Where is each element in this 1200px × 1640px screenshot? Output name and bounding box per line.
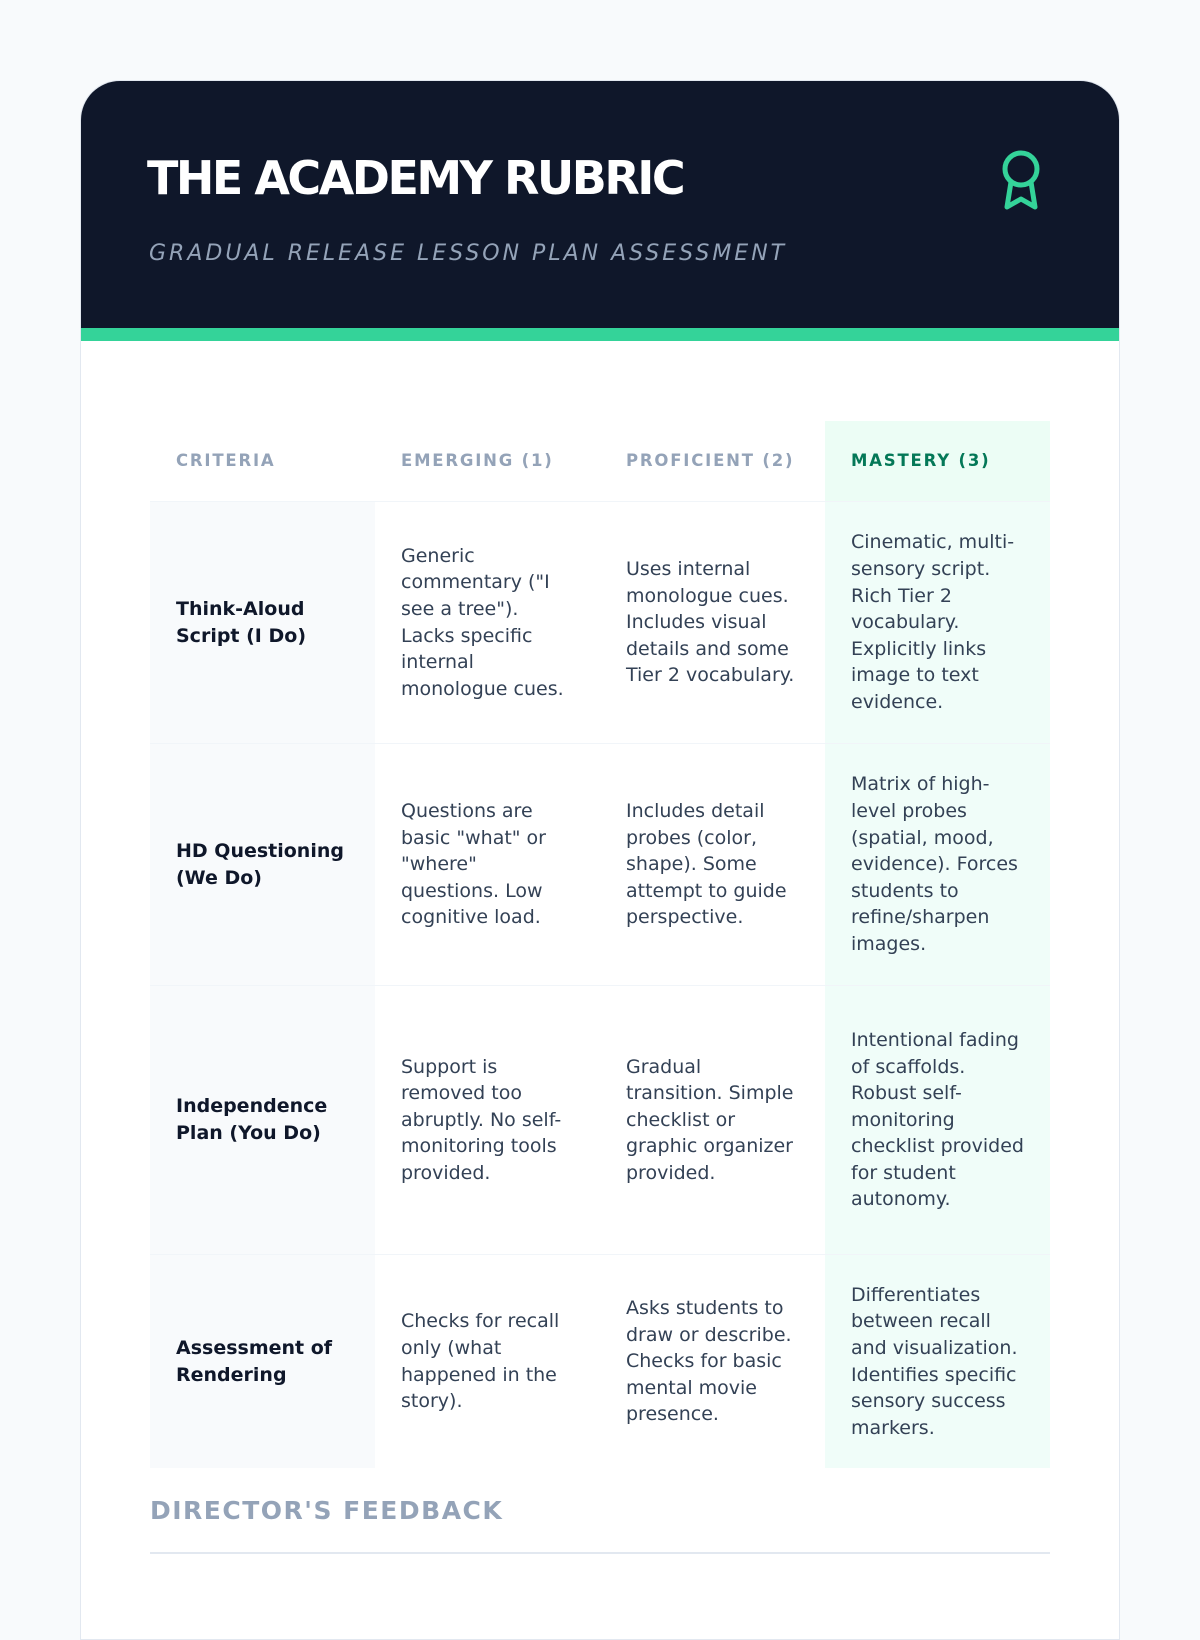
emerging-cell: Support is removed too abruptly. No self-monitoring tools provided. — [401, 1055, 562, 1184]
mastery-cell: Cinematic, multi-sensory script. Rich Tier 2 vocabulary. Explicitly links image to text evidence. — [825, 502, 1050, 743]
emerging-cell: Checks for recall only (what happened in the story). — [401, 1310, 560, 1413]
proficient-cell: Gradual transition. Simple checklist or graphic organizer provided. — [626, 1055, 794, 1184]
page-subtitle: GRADUAL RELEASE LESSON PLAN ASSESSMENT — [149, 241, 788, 266]
column-header-proficient: PROFICIENT (2) — [626, 450, 795, 470]
table-row — [150, 744, 1050, 986]
rubric-card — [80, 80, 1120, 1640]
page-title: THE ACADEMY RUBRIC — [147, 151, 684, 205]
criteria-cell: Think-Aloud Script (I Do) — [150, 502, 375, 743]
criteria-cell: Independence Plan (You Do) — [150, 986, 375, 1254]
column-header-criteria: CRITERIA — [176, 450, 276, 470]
divider — [150, 1552, 1050, 1554]
table-row — [150, 986, 1050, 1255]
mastery-cell: Intentional fading of scaffolds. Robust self-monitoring checklist provided for student autonomy. — [825, 986, 1050, 1254]
table-row — [150, 1255, 1050, 1468]
feedback-heading: DIRECTOR'S FEEDBACK — [150, 1496, 504, 1525]
emerging-cell: Generic commentary ("I see a tree"). Lacks specific internal monologue cues. — [401, 544, 564, 700]
rubric-table — [150, 421, 1050, 1468]
column-header-mastery: MASTERY (3) — [825, 421, 1050, 501]
criteria-cell: HD Questioning (We Do) — [150, 744, 375, 985]
award-ribbon-icon — [999, 149, 1043, 213]
header — [81, 81, 1119, 341]
mastery-cell: Differentiates between recall and visualization. Identifies specific sensory success markers. — [825, 1255, 1050, 1468]
proficient-cell: Asks students to draw or describe. Checks for basic mental movie presence. — [626, 1297, 792, 1426]
column-header-emerging: EMERGING (1) — [401, 450, 554, 470]
criteria-cell: Assessment of Rendering — [150, 1255, 375, 1468]
mastery-cell: Matrix of high-level probes (spatial, mood, evidence). Forces students to refine/sharpen images. — [825, 744, 1050, 985]
table-row — [150, 502, 1050, 744]
table-header-row — [150, 421, 1050, 502]
proficient-cell: Uses internal monologue cues. Includes visual details and some Tier 2 vocabulary. — [626, 558, 795, 687]
emerging-cell: Questions are basic "what" or "where" questions. Low cognitive load. — [401, 800, 546, 929]
proficient-cell: Includes detail probes (color, shape). Some attempt to guide perspective. — [626, 800, 787, 929]
